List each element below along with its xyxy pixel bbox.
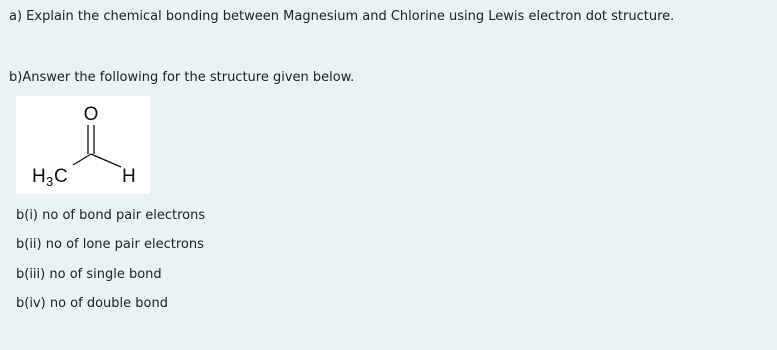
acetaldehyde-structure-image (16, 96, 150, 194)
question-a-text: a) Explain the chemical bonding between Magnesium and Chlorine using Lewis electron dot structure. (9, 9, 675, 24)
single-bond-ch3 (73, 154, 91, 165)
methyl-h-label: H (32, 166, 46, 187)
oxygen-atom-label: O (83, 104, 99, 125)
sub-question-4: b(iv) no of double bond (16, 296, 168, 311)
methyl-c-label: C (54, 166, 68, 187)
sub-question-1: b(i) no of bond pair electrons (16, 208, 206, 223)
methyl-subscript: 3 (46, 174, 54, 189)
sub-question-2: b(ii) no of lone pair electrons (16, 237, 204, 252)
single-bond-h (91, 154, 121, 167)
structure-drawing (16, 96, 150, 194)
question-b-text: b)Answer the following for the structure given below. (9, 70, 355, 85)
aldehyde-h-label: H (122, 166, 136, 187)
sub-question-3: b(iii) no of single bond (16, 267, 162, 282)
